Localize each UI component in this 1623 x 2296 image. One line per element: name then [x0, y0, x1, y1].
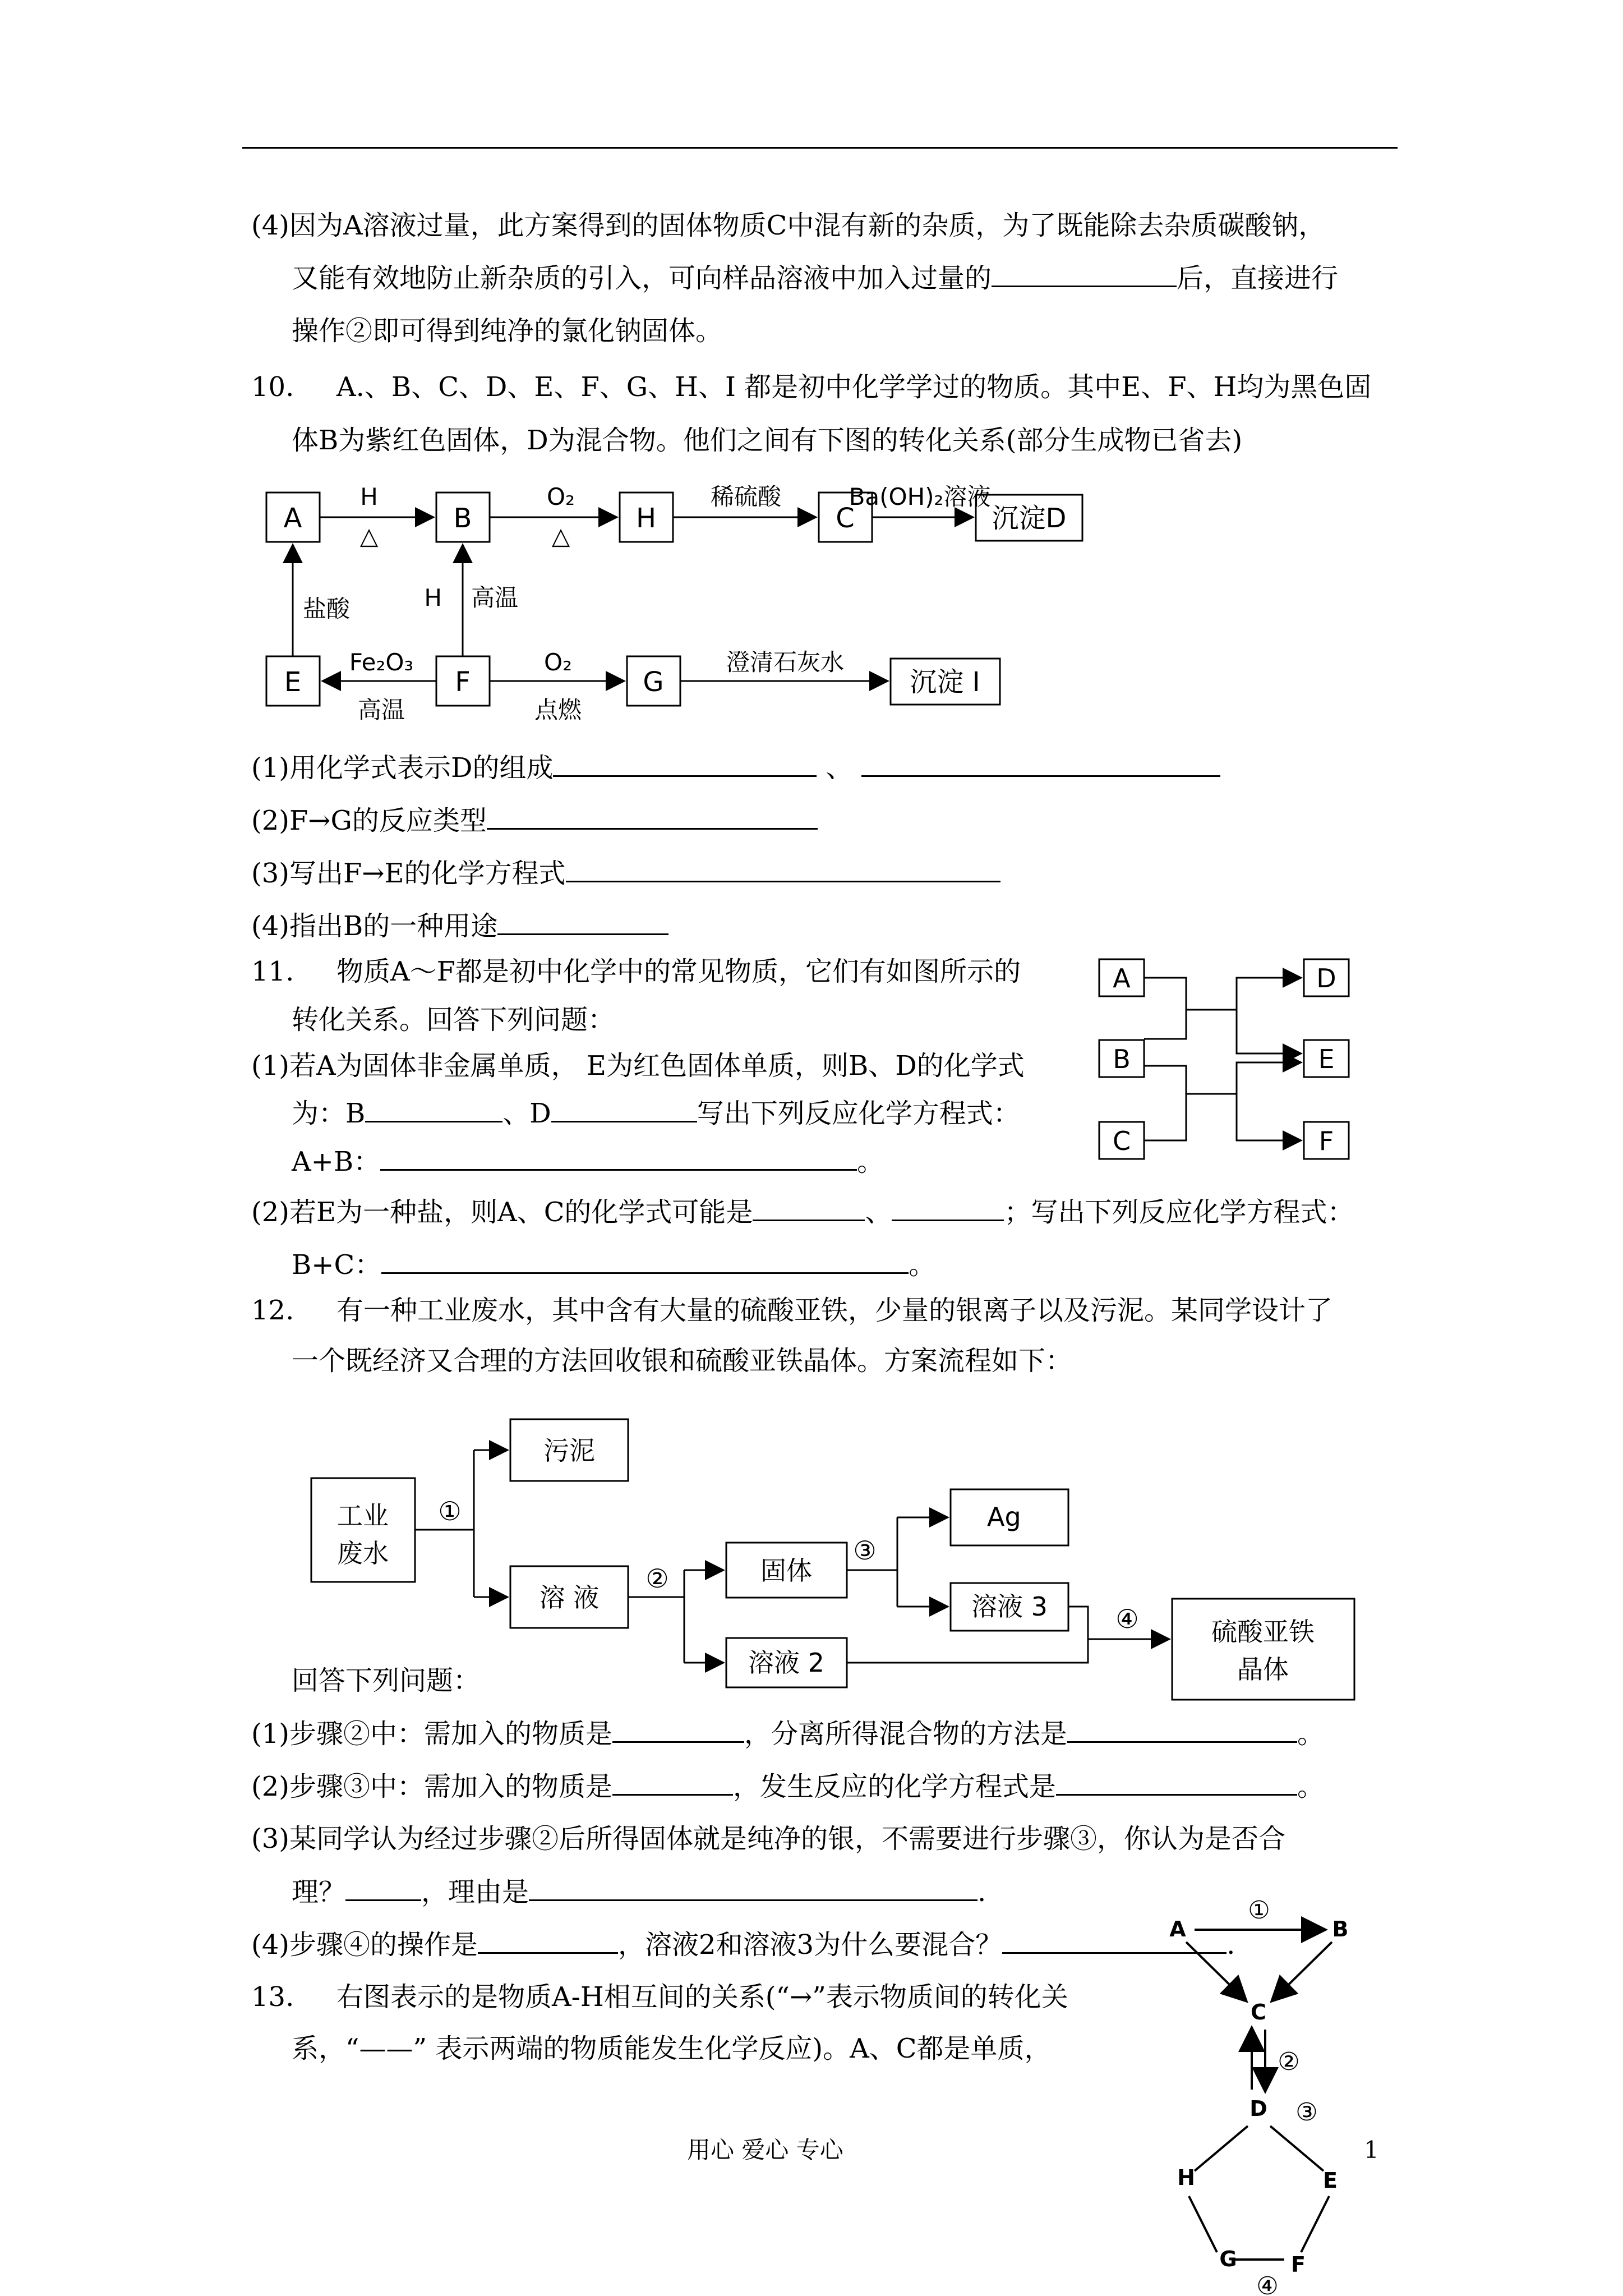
- node-a: A: [283, 503, 302, 534]
- node-g: G: [643, 666, 664, 698]
- q12-part1: (1)步骤②中：需加入的物质是 ，分离所得混合物的方法是 。: [251, 1717, 1324, 1751]
- node-f: F: [455, 666, 471, 698]
- q9-part4-line3: 操作②即可得到纯净的氯化钠固体。: [292, 315, 723, 347]
- q10-number: 10.: [251, 371, 294, 403]
- answer-blank[interactable]: [612, 1717, 744, 1743]
- answer-blank[interactable]: [612, 1769, 733, 1796]
- label-fb-right: 高温: [471, 584, 519, 611]
- q10-part3: (3)写出F→E的化学方程式: [251, 856, 1000, 890]
- q12-part3-line1: (3)某同学认为经过步骤②后所得固体就是纯净的银，不需要进行步骤③，你认为是否合: [251, 1823, 1285, 1855]
- q10-part1: (1)用化学式表示D的组成 、: [251, 751, 1220, 785]
- q11-part2-line2: B+C： 。: [292, 1248, 935, 1282]
- q12-answer-intro: 回答下列问题：: [292, 1665, 481, 1696]
- node-c: C: [1112, 1126, 1131, 1156]
- node-solution3: 溶液 3: [971, 1591, 1048, 1622]
- node-f: F: [1318, 1126, 1334, 1156]
- label-2: ②: [1278, 2047, 1300, 2076]
- node-solution2: 溶液 2: [748, 1648, 824, 1678]
- node-ag: Ag: [987, 1502, 1021, 1532]
- node-crystal-line2: 晶体: [1237, 1654, 1289, 1685]
- node-c: C: [836, 503, 855, 534]
- answer-blank[interactable]: [365, 1096, 502, 1122]
- node-solid: 固体: [760, 1556, 812, 1586]
- answer-blank[interactable]: [478, 1927, 618, 1954]
- q11-stem-line2: 转化关系。回答下列问题：: [292, 1004, 615, 1036]
- node-c: C: [1251, 2000, 1266, 2024]
- label-fg-top: O₂: [544, 648, 572, 676]
- q12-stem-line1: 有一种工业废水，其中含有大量的硫酸亚铁，少量的银离子以及污泥。某同学设计了: [336, 1295, 1333, 1326]
- label-gi: 澄清石灰水: [726, 648, 845, 676]
- step-1: ①: [438, 1496, 462, 1526]
- node-a: A: [1113, 963, 1131, 993]
- label-cd: Ba(OH)₂溶液: [849, 483, 991, 510]
- footer-motto: 用心 爱心 专心: [687, 2136, 843, 2164]
- step-2: ②: [645, 1563, 669, 1594]
- q13-relation-diagram: [1155, 1885, 1402, 2296]
- q10-part2: (2)F→G的反应类型: [251, 803, 818, 838]
- answer-blank[interactable]: [529, 1875, 978, 1901]
- label-1: ①: [1248, 1896, 1270, 1925]
- node-crystal-line1: 硫酸亚铁: [1211, 1617, 1315, 1647]
- label-3: ③: [1295, 2098, 1318, 2127]
- q13-stem-line1: 右图表示的是物质A-H相互间的关系(“→”表示物质间的转化关: [336, 1981, 1068, 2013]
- q11-stem-line1: 物质A～F都是初中化学中的常见物质，它们有如图所示的: [336, 956, 1021, 987]
- q9-part4-line2: 又能有效地防止新杂质的引入，可向样品溶液中加入过量的 后，直接进行: [292, 261, 1338, 295]
- answer-blank[interactable]: [497, 909, 668, 935]
- node-h: H: [635, 503, 657, 534]
- answer-blank[interactable]: [892, 1195, 1004, 1221]
- node-i: 沉淀 I: [910, 666, 980, 698]
- q12-part3-line2: 理？ ，理由是 .: [292, 1875, 986, 1909]
- node-waste-line2: 废水: [337, 1538, 389, 1568]
- q13-stem-line2: 系，“——” 表示两端的物质能发生化学反应)。A、C都是单质，: [292, 2033, 1052, 2064]
- node-d: D: [1249, 2096, 1267, 2121]
- q10-part4: (4)指出B的一种用途: [251, 909, 668, 943]
- q11-number: 11.: [251, 956, 294, 987]
- answer-blank[interactable]: [861, 751, 1220, 777]
- answer-blank[interactable]: [551, 1096, 697, 1122]
- node-d: D: [1316, 963, 1336, 993]
- node-b: B: [453, 503, 472, 534]
- node-e: E: [1318, 1044, 1335, 1074]
- label-fg-bottom: 点燃: [534, 696, 582, 724]
- label-hc: 稀硫酸: [710, 483, 782, 510]
- q10-stem-line2: 体B为紫红色固体，D为混合物。他们之间有下图的转化关系(部分生成物已省去): [292, 425, 1243, 456]
- label-ea: 盐酸: [303, 595, 351, 623]
- node-mud: 污泥: [543, 1435, 595, 1466]
- node-waste-line1: 工业: [337, 1501, 389, 1531]
- label-bh-bottom: △: [551, 522, 570, 550]
- q11-part1-line1: (1)若A为固体非金属单质， E为红色固体单质，则B、D的化学式: [251, 1050, 1025, 1082]
- label-fe-bottom: 高温: [357, 696, 405, 724]
- node-e: E: [284, 666, 302, 698]
- node-b: B: [1332, 1917, 1349, 1941]
- node-f: F: [1291, 2252, 1306, 2277]
- q10-stem-line1: A.、B、C、D、E、F、G、H、I 都是初中化学学过的物质。其中E、F、H均为黑色固: [336, 371, 1372, 403]
- node-solution: 溶 液: [539, 1582, 600, 1613]
- q11-part1-line3: A+B： 。: [292, 1144, 884, 1179]
- answer-blank[interactable]: [753, 1195, 865, 1221]
- answer-blank[interactable]: [566, 856, 1000, 882]
- answer-blank[interactable]: [380, 1144, 857, 1171]
- label-fb-left: H: [424, 584, 442, 611]
- node-a: A: [1169, 1917, 1186, 1941]
- label-bh-top: O₂: [547, 483, 575, 510]
- q9-part4-line1: (4)因为A溶液过量，此方案得到的固体物质C中混有新的杂质，为了既能除去杂质碳酸钠，: [251, 210, 1326, 241]
- q11-part1-line2: 为：B 、D 写出下列反应化学方程式：: [292, 1096, 1020, 1130]
- page-number: 1: [1364, 2136, 1379, 2164]
- step-4: ④: [1115, 1604, 1139, 1634]
- answer-blank[interactable]: [553, 751, 817, 777]
- answer-blank[interactable]: [1056, 1769, 1297, 1796]
- answer-blank[interactable]: [1067, 1717, 1297, 1743]
- q11-part2-line1: (2)若E为一种盐，则A、C的化学式可能是 、 ；写出下列反应化学方程式：: [251, 1195, 1354, 1229]
- step-3: ③: [853, 1535, 877, 1566]
- q11-conversion-diagram: [1088, 948, 1368, 1172]
- header-rule: [242, 147, 1398, 149]
- node-d: 沉淀D: [992, 503, 1067, 534]
- q12-number: 12.: [251, 1295, 294, 1326]
- node-h: H: [1177, 2165, 1195, 2190]
- q12-stem-line2: 一个既经济又合理的方法回收银和硫酸亚铁晶体。方案流程如下：: [292, 1345, 1073, 1377]
- node-g: G: [1219, 2247, 1237, 2271]
- answer-blank[interactable]: [381, 1248, 909, 1274]
- answer-blank[interactable]: [345, 1875, 421, 1901]
- q10-conversion-diagram: [247, 471, 1200, 729]
- answer-blank[interactable]: [487, 803, 818, 830]
- label-fe-top: Fe₂O₃: [349, 648, 414, 676]
- q13-number: 13.: [251, 1981, 294, 2013]
- label-4: ④: [1256, 2272, 1279, 2296]
- label-ab-bottom: △: [359, 522, 379, 550]
- q12-part4: (4)步骤④的操作是 ，溶液2和溶液3为什么要混合？ .: [251, 1927, 1235, 1962]
- label-ab-top: H: [360, 483, 378, 510]
- node-b: B: [1113, 1044, 1131, 1074]
- node-e: E: [1323, 2168, 1338, 2193]
- q12-part2: (2)步骤③中：需加入的物质是 ，发生反应的化学方程式是 。: [251, 1769, 1324, 1803]
- answer-blank[interactable]: [992, 261, 1177, 287]
